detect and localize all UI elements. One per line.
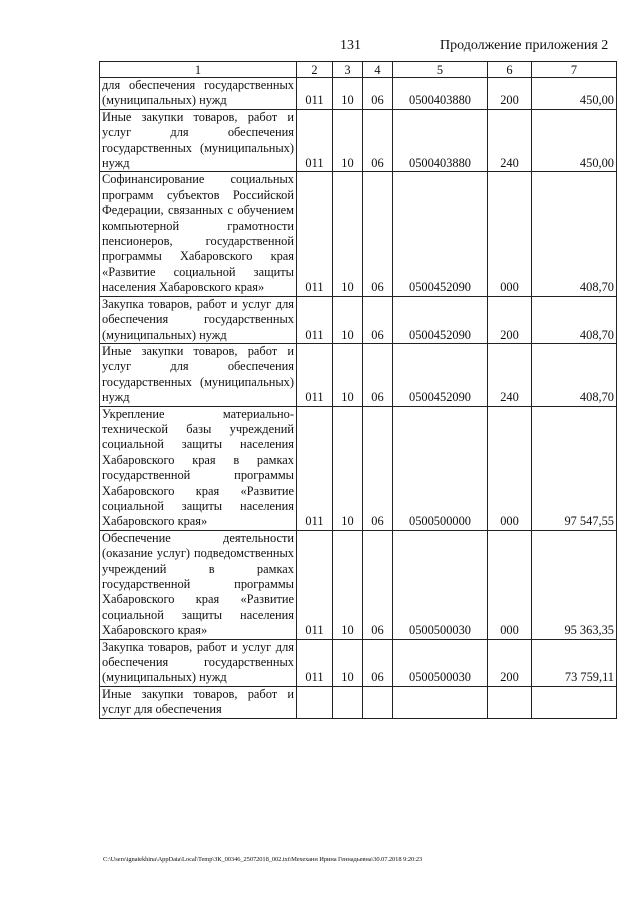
table-row (100, 406, 617, 530)
amount (532, 686, 617, 718)
target-code: 0500452090 (393, 296, 488, 343)
section-code: 10 (333, 78, 363, 110)
subsection-code: 06 (363, 406, 393, 530)
amount: 95 363,35 (532, 530, 617, 639)
column-header: 3 (333, 62, 363, 78)
expense-type-code: 000 (488, 530, 532, 639)
expense-type-code: 240 (488, 343, 532, 406)
ministry-code: 011 (297, 343, 333, 406)
subsection-code (363, 686, 393, 718)
column-header: 4 (363, 62, 393, 78)
expense-name: Иные закупки товаров, работ и услуг для обеспечения (100, 686, 297, 718)
amount: 408,70 (532, 343, 617, 406)
footer-file-path: C:\Users\ignatekhina\AppData\Local\Temp\ЗК_00346_25072018_002.txt\Мехеханн Ирина Геннадьевна\30.07.2018 9:20:23 (103, 856, 423, 863)
expense-name: Иные закупки товаров, работ и услуг для обеспечения государственных (муниципальных) нужд (100, 109, 297, 172)
expense-type-code (488, 686, 532, 718)
table-row (100, 296, 617, 343)
column-header: 6 (488, 62, 532, 78)
column-header: 5 (393, 62, 488, 78)
table-row (100, 172, 617, 296)
subsection-code: 06 (363, 530, 393, 639)
expense-type-code: 000 (488, 172, 532, 296)
table-row (100, 109, 617, 172)
table-row (100, 78, 617, 110)
table-row (100, 686, 617, 718)
expense-name: Софинансирование социальных программ субъектов Российской Федерации, связанных с обучением компьютерной грамотности пенсионеров, государственной программы Хабаровского края «Развитие социальной защиты населения Хабаровского края» (100, 172, 297, 296)
target-code (393, 686, 488, 718)
subsection-code: 06 (363, 343, 393, 406)
expense-type-code: 200 (488, 296, 532, 343)
subsection-code: 06 (363, 296, 393, 343)
target-code: 0500500000 (393, 406, 488, 530)
expense-name: для обеспечения государственных (муниципальных) нужд (100, 78, 297, 110)
ministry-code: 011 (297, 78, 333, 110)
budget-table (99, 61, 617, 719)
subsection-code: 06 (363, 109, 393, 172)
target-code: 0500452090 (393, 172, 488, 296)
expense-name: Закупка товаров, работ и услуг для обеспечения государственных (муниципальных) нужд (100, 639, 297, 686)
table-row (100, 343, 617, 406)
ministry-code: 011 (297, 296, 333, 343)
column-header: 2 (297, 62, 333, 78)
section-code: 10 (333, 530, 363, 639)
section-code: 10 (333, 296, 363, 343)
subsection-code: 06 (363, 639, 393, 686)
section-code: 10 (333, 172, 363, 296)
expense-type-code: 000 (488, 406, 532, 530)
target-code: 0500500030 (393, 530, 488, 639)
table-row (100, 530, 617, 639)
ministry-code: 011 (297, 639, 333, 686)
column-header: 1 (100, 62, 297, 78)
section-code: 10 (333, 109, 363, 172)
ministry-code: 011 (297, 172, 333, 296)
amount: 73 759,11 (532, 639, 617, 686)
column-header: 7 (532, 62, 617, 78)
subsection-code: 06 (363, 78, 393, 110)
expense-type-code: 200 (488, 639, 532, 686)
page-number: 131 (340, 38, 361, 53)
amount: 450,00 (532, 109, 617, 172)
section-code: 10 (333, 406, 363, 530)
ministry-code: 011 (297, 406, 333, 530)
expense-name: Закупка товаров, работ и услуг для обеспечения государственных (муниципальных) нужд (100, 296, 297, 343)
section-code: 10 (333, 343, 363, 406)
expense-name: Укрепление материально-технической базы учреждений социальной защиты населения Хабаровского края в рамках государственной программы Хабаровского края «Развитие социальной защиты населения Хабаровского края» (100, 406, 297, 530)
expense-type-code: 200 (488, 78, 532, 110)
section-code (333, 686, 363, 718)
amount: 408,70 (532, 296, 617, 343)
expense-name: Иные закупки товаров, работ и услуг для обеспечения государственных (муниципальных) нужд (100, 343, 297, 406)
amount: 97 547,55 (532, 406, 617, 530)
expense-type-code: 240 (488, 109, 532, 172)
ministry-code: 011 (297, 109, 333, 172)
target-code: 0500403880 (393, 109, 488, 172)
target-code: 0500403880 (393, 78, 488, 110)
ministry-code: 011 (297, 530, 333, 639)
table-header-row (100, 62, 617, 78)
table-row (100, 639, 617, 686)
section-code: 10 (333, 639, 363, 686)
amount: 450,00 (532, 78, 617, 110)
expense-name: Обеспечение деятельности (оказание услуг) подведомственных учреждений в рамках государственной программы Хабаровского края «Развитие социальной защиты населения Хабаровского края» (100, 530, 297, 639)
continuation-note: Продолжение приложения 2 (440, 38, 609, 53)
target-code: 0500452090 (393, 343, 488, 406)
target-code: 0500500030 (393, 639, 488, 686)
subsection-code: 06 (363, 172, 393, 296)
ministry-code (297, 686, 333, 718)
amount: 408,70 (532, 172, 617, 296)
